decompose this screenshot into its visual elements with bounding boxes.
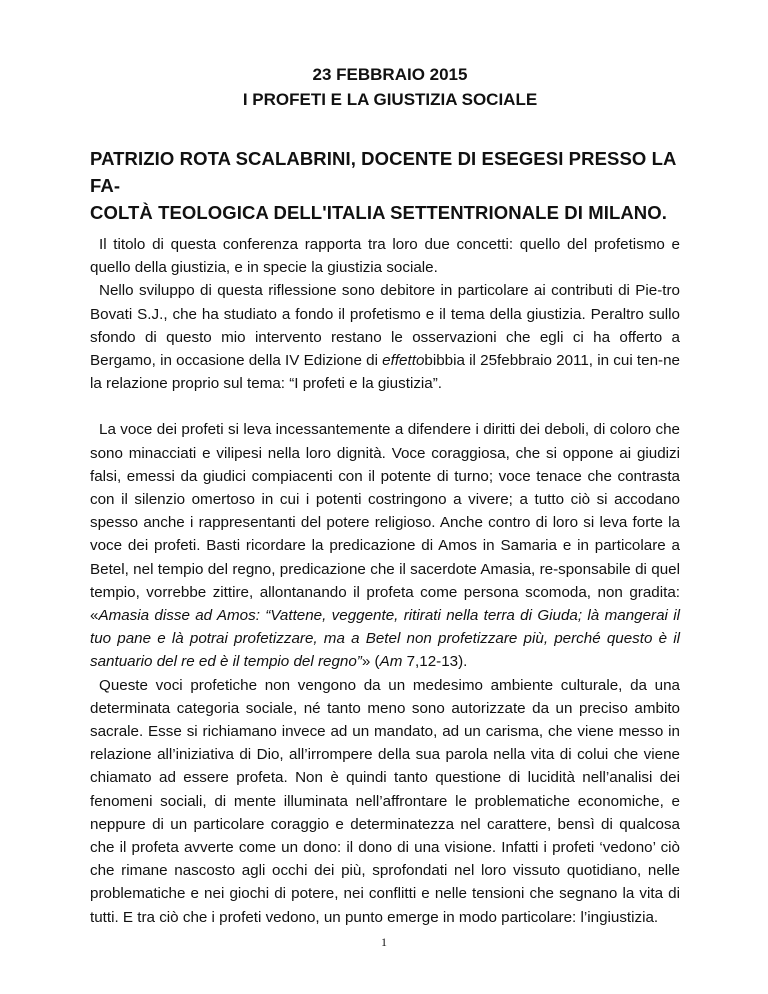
document-title: I PROFETI E LA GIUSTIZIA SOCIALE	[242, 90, 538, 109]
bible-reference-verses: 7,12-13).	[402, 653, 468, 671]
event-date: 23 FEBBRAIO 2015	[312, 65, 468, 84]
author-heading	[90, 145, 680, 226]
document-header	[90, 62, 690, 112]
paragraph-4: Queste voci profetiche non vengono da un medesimo ambiente culturale, da una determinata categoria sociale, né tanto meno sono autorizzate da un preciso ambito sacrale. Esse si richiamano invece ad un mandato, ad un carisma, che viene messo in relazione all’iniziativa di Dio, all’irrompere della sua parola nella vita di colui che viene chiamato ad essere profeta. Non è quindi tanto questione di lucidità nell’analisi dei fenomeni sociali, di mente illuminata nell’affrontare le problematiche economiche, e neppure di un particolare coraggio e determinatezza nel carattere, bensì di qualcosa che il profeta avverte come un dono: il dono di una visione. Infatti i profeti ‘vedono’ ciò che rimane nascosto agli occhi dei più, sprofondati nel loro vissuto quotidiano, nelle problematiche e nei giochi di potere, nei conflitti e nelle tensioni che segnano la vita di tutti. E tra ciò che i profeti vedono, un punto emerge in modo particolare: l’ingiustizia.	[90, 676, 680, 926]
paragraph-3	[90, 418, 680, 673]
paragraph-1: Il titolo di questa conferenza rapporta tra loro due concetti: quello del profetismo e quello della giustizia, e in specie la giustizia sociale.	[90, 236, 680, 277]
bible-quote: Amasia disse ad Amos: “Vattene, veggente, ritirati nella terra di Giuda; là mangerai il tuo pane e là potrai profetizzare, ma a Betel non profetizzare più, perché questo è il santuario del re ed è il tempio del regno”	[90, 607, 680, 671]
paragraph-2	[90, 279, 680, 395]
body-text	[90, 233, 680, 929]
paragraph-2-italic: effetto	[382, 352, 425, 370]
author-heading-line-2: COLTÀ TEOLOGICA DELL'ITALIA SETTENTRIONALE DI MILANO.	[90, 202, 667, 223]
bible-reference-book: Am	[379, 653, 403, 671]
paragraph-2-text-b: bibbia il 25febbraio 2011, in cui ten-ne la relazione proprio sul tema: “I profeti e la giustizia”.	[90, 352, 680, 393]
author-heading-line-1: PATRIZIO ROTA SCALABRINI, DOCENTE DI ESEGESI PRESSO LA FA-	[90, 148, 676, 196]
paragraph-2-text-a: Nello sviluppo di questa riflessione sono debitore in particolare ai contributi di Pie-tro Bovati S.J., che ha studiato a fondo il profetismo e il tema della giustizia. Peraltro sullo sfondo di questo mio intervento restano le osservazioni che egli ci ha offerto a Bergamo, in occasione della IV Edizione di	[90, 282, 680, 370]
paragraph-3-text-b: » (	[361, 653, 380, 671]
page-number: 1	[381, 935, 387, 949]
paragraph-3-text-a: La voce dei profeti si leva incessantemente a difendere i diritti dei deboli, di coloro che sono minacciati e vilipesi nella loro dignità. Voce coraggiosa, che si oppone ai giudizi falsi, emessi da giudici compiacenti con il potente di turno; voce tenace che contrasta con il silenzio omertoso in cui i potenti costringono a vivere; a tutto ciò si accodano spesso anche i rappresentanti del potere religioso. Anche contro di loro si leva forte la voce dei profeti. Basti ricordare la predicazione di Amos in Samaria e in particolare a Betel, nel tempio del regno, predicazione che il sacerdote Amasia, re-sponsabile di quel tempio, vorrebbe zittire, allontanando il profeta come persona scomoda, non gradita: «	[90, 421, 680, 625]
